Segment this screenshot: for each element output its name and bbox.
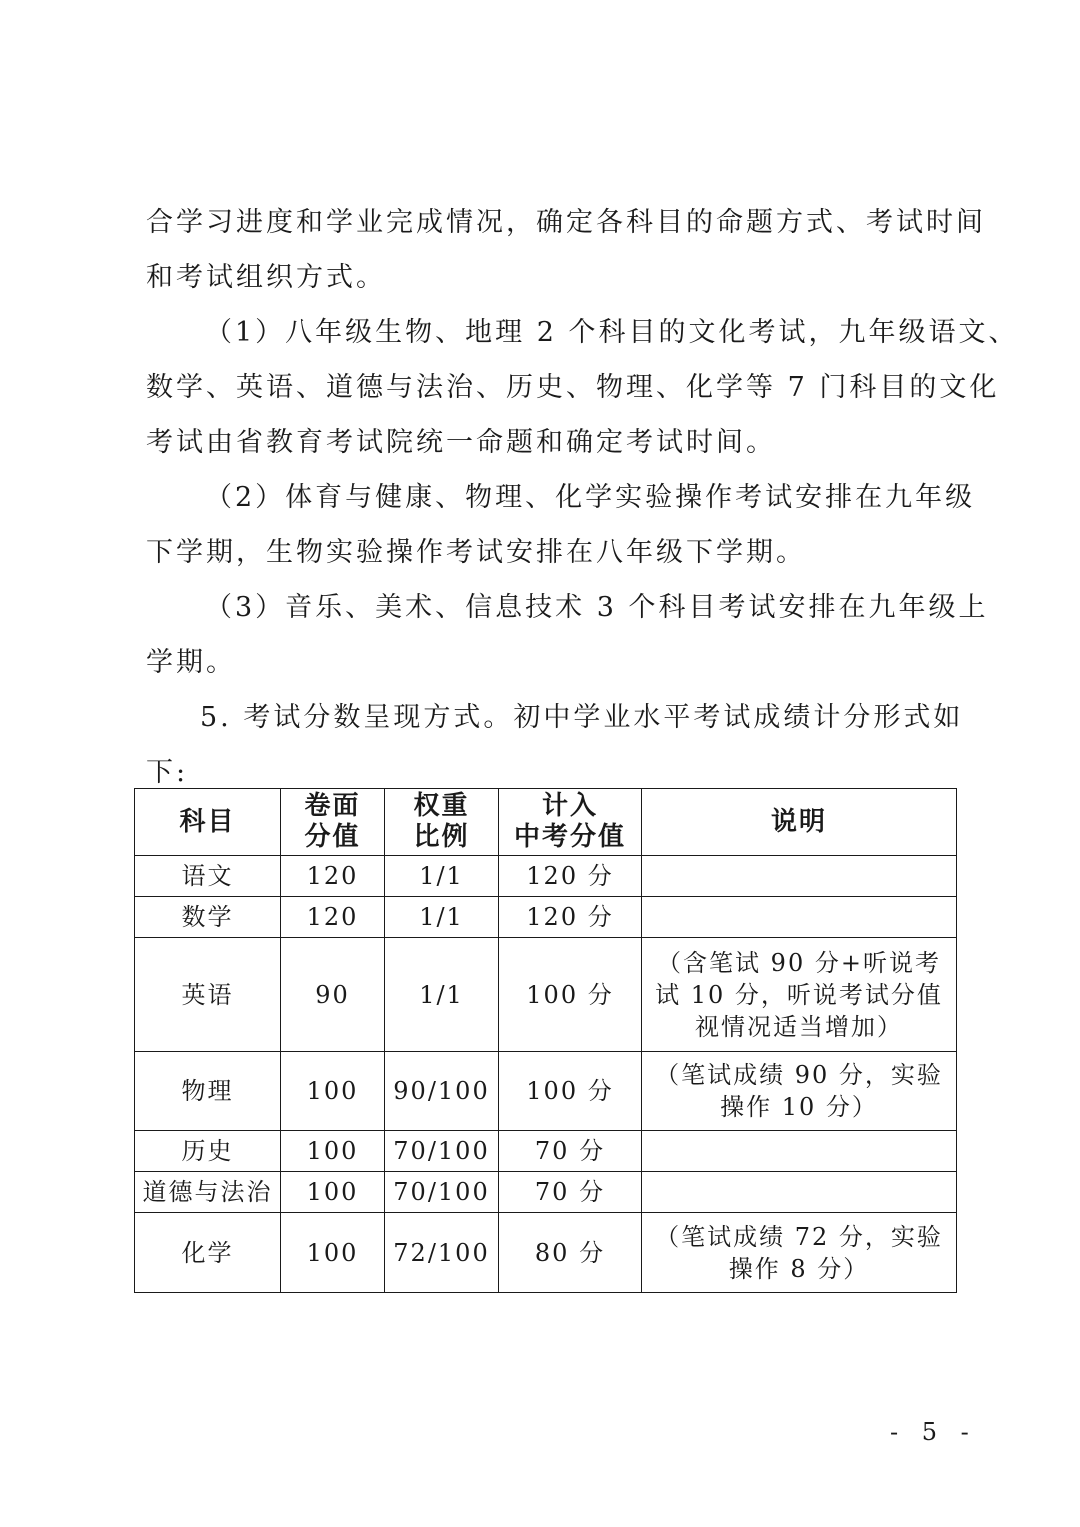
paragraph-line: （1）八年级生物、地理 2 个科目的文化考试，九年级语文、	[205, 317, 1019, 348]
cell-score: 120	[281, 897, 385, 938]
paragraph-line: 数学、英语、道德与法治、历史、物理、化学等 7 门科目的文化	[146, 372, 1000, 403]
paragraph-line: 下学期，生物实验操作考试安排在八年级下学期。	[146, 537, 806, 568]
header-cell-subject: 科目	[135, 789, 281, 856]
cell-note: （含笔试 90 分+听说考试 10 分，听说考试分值视情况适当增加）	[642, 938, 957, 1052]
cell-value: 70 分	[499, 1131, 642, 1172]
score-table	[134, 788, 957, 1293]
table-row	[135, 1172, 957, 1213]
cell-weight: 70/100	[385, 1131, 499, 1172]
cell-score: 100	[281, 1172, 385, 1213]
cell-score: 90	[281, 938, 385, 1052]
cell-subject: 语文	[135, 856, 281, 897]
cell-subject: 数学	[135, 897, 281, 938]
paragraph-line: 考试由省教育考试院统一命题和确定考试时间。	[146, 427, 776, 458]
cell-value: 120 分	[499, 856, 642, 897]
score-table-wrapper	[134, 788, 956, 1293]
cell-value: 70 分	[499, 1172, 642, 1213]
cell-subject: 道德与法治	[135, 1172, 281, 1213]
cell-subject: 物理	[135, 1052, 281, 1131]
cell-score: 100	[281, 1052, 385, 1131]
table-row	[135, 897, 957, 938]
paragraph-line: 5. 考试分数呈现方式。初中学业水平考试成绩计分形式如	[200, 702, 964, 733]
paragraph-line: 合学习进度和学业完成情况，确定各科目的命题方式、考试时间	[146, 207, 986, 238]
header-cell-score: 卷面 分值	[281, 789, 385, 856]
paragraph-line: 下:	[146, 757, 189, 788]
cell-weight: 1/1	[385, 897, 499, 938]
page-number: - 5 -	[890, 1418, 977, 1446]
cell-note	[642, 856, 957, 897]
cell-subject: 英语	[135, 938, 281, 1052]
table-row	[135, 1213, 957, 1293]
cell-score: 120	[281, 856, 385, 897]
cell-value: 120 分	[499, 897, 642, 938]
cell-note	[642, 1172, 957, 1213]
cell-weight: 70/100	[385, 1172, 499, 1213]
table-row	[135, 938, 957, 1052]
header-cell-value: 计入 中考分值	[499, 789, 642, 856]
cell-value: 100 分	[499, 1052, 642, 1131]
cell-weight: 72/100	[385, 1213, 499, 1293]
cell-weight: 1/1	[385, 856, 499, 897]
cell-note: （笔试成绩 90 分，实验操作 10 分）	[642, 1052, 957, 1131]
cell-subject: 历史	[135, 1131, 281, 1172]
table-row	[135, 856, 957, 897]
cell-value: 100 分	[499, 938, 642, 1052]
cell-note	[642, 1131, 957, 1172]
paragraph-line: （2）体育与健康、物理、化学实验操作考试安排在九年级	[205, 482, 976, 513]
paragraph-line: 和考试组织方式。	[146, 262, 386, 293]
cell-value: 80 分	[499, 1213, 642, 1293]
cell-score: 100	[281, 1213, 385, 1293]
header-cell-note: 说明	[642, 789, 957, 856]
table-row	[135, 1131, 957, 1172]
cell-weight: 90/100	[385, 1052, 499, 1131]
cell-weight: 1/1	[385, 938, 499, 1052]
paragraph-line: （3）音乐、美术、信息技术 3 个科目考试安排在九年级上	[205, 592, 989, 623]
table-row	[135, 1052, 957, 1131]
cell-note: （笔试成绩 72 分，实验操作 8 分）	[642, 1213, 957, 1293]
cell-score: 100	[281, 1131, 385, 1172]
paragraph-line: 学期。	[146, 647, 236, 678]
header-cell-weight: 权重 比例	[385, 789, 499, 856]
table-header-row	[135, 789, 957, 856]
cell-note	[642, 897, 957, 938]
cell-subject: 化学	[135, 1213, 281, 1293]
